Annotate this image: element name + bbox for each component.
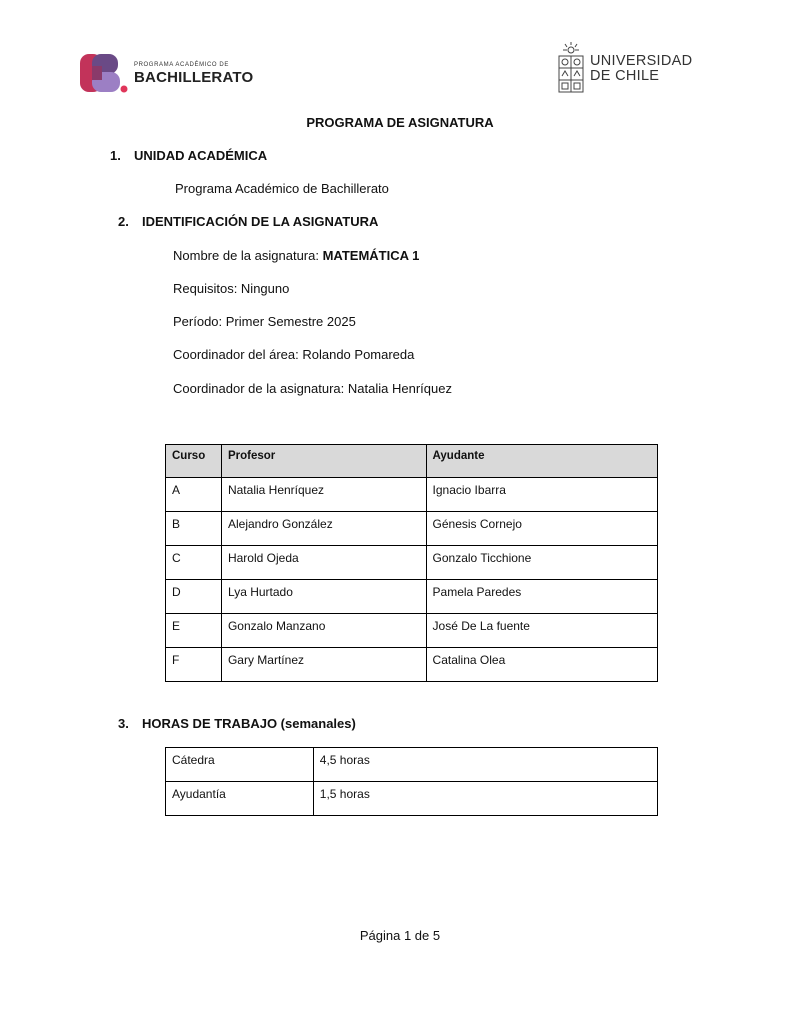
cell-profesor: Gary Martínez (221, 648, 426, 682)
cell-curso: C (166, 546, 222, 580)
section-3-number: 3. (118, 716, 129, 731)
header-ayudante: Ayudante (426, 445, 657, 478)
cell-curso: D (166, 580, 222, 614)
logo-small-text: PROGRAMA ACADÉMICO DE (134, 61, 229, 68)
section-3-title: HORAS DE TRABAJO (semanales) (142, 716, 356, 731)
section-3-heading (118, 716, 356, 731)
academic-unit-text: Programa Académico de Bachillerato (175, 181, 389, 196)
cell-curso: A (166, 478, 222, 512)
subject-coordinator-line: Coordinador de la asignatura: Natalia Henríquez (173, 381, 452, 396)
hours-type-cell: Ayudantía (166, 782, 314, 816)
section-1-number: 1. (110, 148, 121, 163)
area-coordinator-line: Coordinador del área: Rolando Pomareda (173, 347, 415, 362)
section-1-heading (110, 148, 267, 163)
hours-value-cell: 1,5 horas (313, 782, 657, 816)
bachillerato-logo (80, 52, 253, 94)
cell-profesor: Gonzalo Manzano (221, 614, 426, 648)
header-profesor: Profesor (221, 445, 426, 478)
section-1-title: UNIDAD ACADÉMICA (134, 148, 268, 163)
cell-ayudante: Gonzalo Ticchione (426, 546, 657, 580)
logo-big-text: BACHILLERATO (134, 68, 254, 86)
table-row (166, 512, 658, 546)
table-row (166, 546, 658, 580)
courses-table (165, 444, 658, 682)
cell-ayudante: José De La fuente (426, 614, 657, 648)
bachillerato-logo-icon (80, 52, 128, 94)
page-number: Página 1 de 5 (359, 928, 441, 943)
section-2-number: 2. (118, 214, 129, 229)
university-seal-icon (556, 42, 586, 96)
cell-ayudante: Pamela Paredes (426, 580, 657, 614)
subject-name-value: MATEMÁTICA 1 (322, 248, 420, 263)
table-row (166, 614, 658, 648)
header-curso: Curso (166, 445, 222, 478)
cell-ayudante: Ignacio Ibarra (426, 478, 657, 512)
section-2-title: IDENTIFICACIÓN DE LA ASIGNATURA (142, 214, 379, 229)
subject-name-line (173, 248, 419, 263)
courses-table-header-row (166, 445, 658, 478)
document-title: PROGRAMA DE ASIGNATURA (306, 115, 494, 130)
cell-profesor: Lya Hurtado (221, 580, 426, 614)
university-name-line1: UNIVERSIDAD (590, 53, 693, 69)
requisitos-line: Requisitos: Ninguno (173, 281, 290, 296)
section-2-heading (118, 214, 378, 229)
cell-curso: E (166, 614, 222, 648)
table-row (166, 648, 658, 682)
table-row (166, 748, 658, 782)
table-row (166, 782, 658, 816)
cell-profesor: Natalia Henríquez (221, 478, 426, 512)
table-row (166, 580, 658, 614)
cell-profesor: Harold Ojeda (221, 546, 426, 580)
cell-ayudante: Catalina Olea (426, 648, 657, 682)
subject-name-label: Nombre de la asignatura: (173, 248, 323, 263)
table-row (166, 478, 658, 512)
hours-table (165, 747, 658, 816)
cell-curso: B (166, 512, 222, 546)
cell-curso: F (166, 648, 222, 682)
hours-type-cell: Cátedra (166, 748, 314, 782)
hours-value-cell: 4,5 horas (313, 748, 657, 782)
universidad-de-chile-logo (556, 42, 692, 96)
cell-profesor: Alejandro González (221, 512, 426, 546)
cell-ayudante: Génesis Cornejo (426, 512, 657, 546)
university-name-line2: DE CHILE (590, 68, 660, 84)
periodo-line: Período: Primer Semestre 2025 (173, 314, 356, 329)
